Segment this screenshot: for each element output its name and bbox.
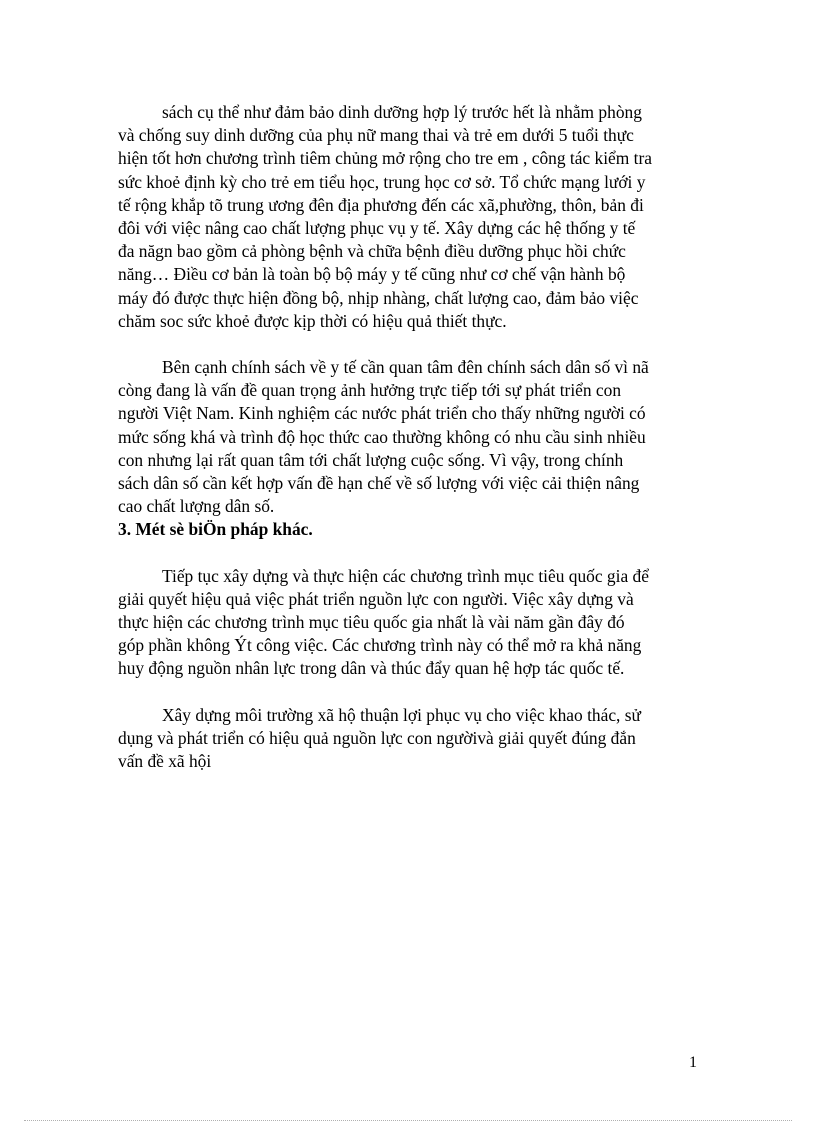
paragraph-national-programs: Tiếp tục xây dựng và thực hiện các chương trình mục tiêu quốc gia để giải quyết hiệu quả việc phát triển nguồn lực con người. Việc xây dựng và thực hiện các chương trình mục tiêu quốc gia nhất là vài năm gần đây đó góp phần không Ýt công việc. Các chương trình này có thể mở ra khả năng huy động nguồn nhân lực trong dân và thúc đẩy quan hệ hợp tác quốc tế. <box>118 565 649 679</box>
paragraph-population-policy: Bên cạnh chính sách về y tế cần quan tâm đên chính sách dân số vì nã còng đang là vấn đề quan trọng ảnh hưởng trực tiếp tới sự phát triển con người Việt Nam. Kinh nghiệm các nước phát triển cho thấy những người có mức sống khá và trình độ học thức cao thường không có nhu cầu sinh nhiều con nhưng lại rất quan tâm tới chất lượng cuộc sống. Vì vậy, trong chính sách dân số cần kết hợp vấn đề hạn chế về số lượng với việc cải thiện nâng cao chất lượng dân số. <box>118 357 649 517</box>
page-bottom-divider <box>24 1120 792 1121</box>
page-number: 1 <box>689 1054 697 1071</box>
paragraph-social-environment: Xây dựng môi trường xã hộ thuận lợi phục vụ cho việc khao thác, sử dụng và phát triển có hiệu quả nguồn lực con ngườivà giải quyết đúng đắn vấn đề xã hội <box>118 704 641 772</box>
section-heading: 3. Mét sè biÖn pháp khác. <box>118 519 313 540</box>
document-body <box>118 101 697 773</box>
paragraph-health-policy: sách cụ thể như đảm bảo dinh dưỡng hợp lý trước hết là nhằm phòng và chống suy dinh dưỡng của phụ nữ mang thai và trẻ em dưới 5 tuổi thực hiện tốt hơn chương trình tiêm chủng mở rộng cho tre em , công tác kiểm tra sức khoẻ định kỳ cho trẻ em tiểu học, trung học cơ sở. Tổ chức mạng lưới y tế rộng khắp tõ trung ương đên địa phương đến các xã,phường, thôn, bản đi đôi với việc nâng cao chất lượng phục vụ y tế. Xây dựng các hệ thống y tế đa năgn bao gồm cả phòng bệnh và chữa bệnh điều dưỡng phục hồi chức năng… Điều cơ bản là toàn bộ bộ máy y tế cũng như cơ chế vận hành bộ máy đó được thực hiện đồng bộ, nhịp nhàng, chất lượng cao, đảm bảo việc chăm soc sức khoẻ được kịp thời có hiệu quả thiết thực. <box>118 102 652 331</box>
